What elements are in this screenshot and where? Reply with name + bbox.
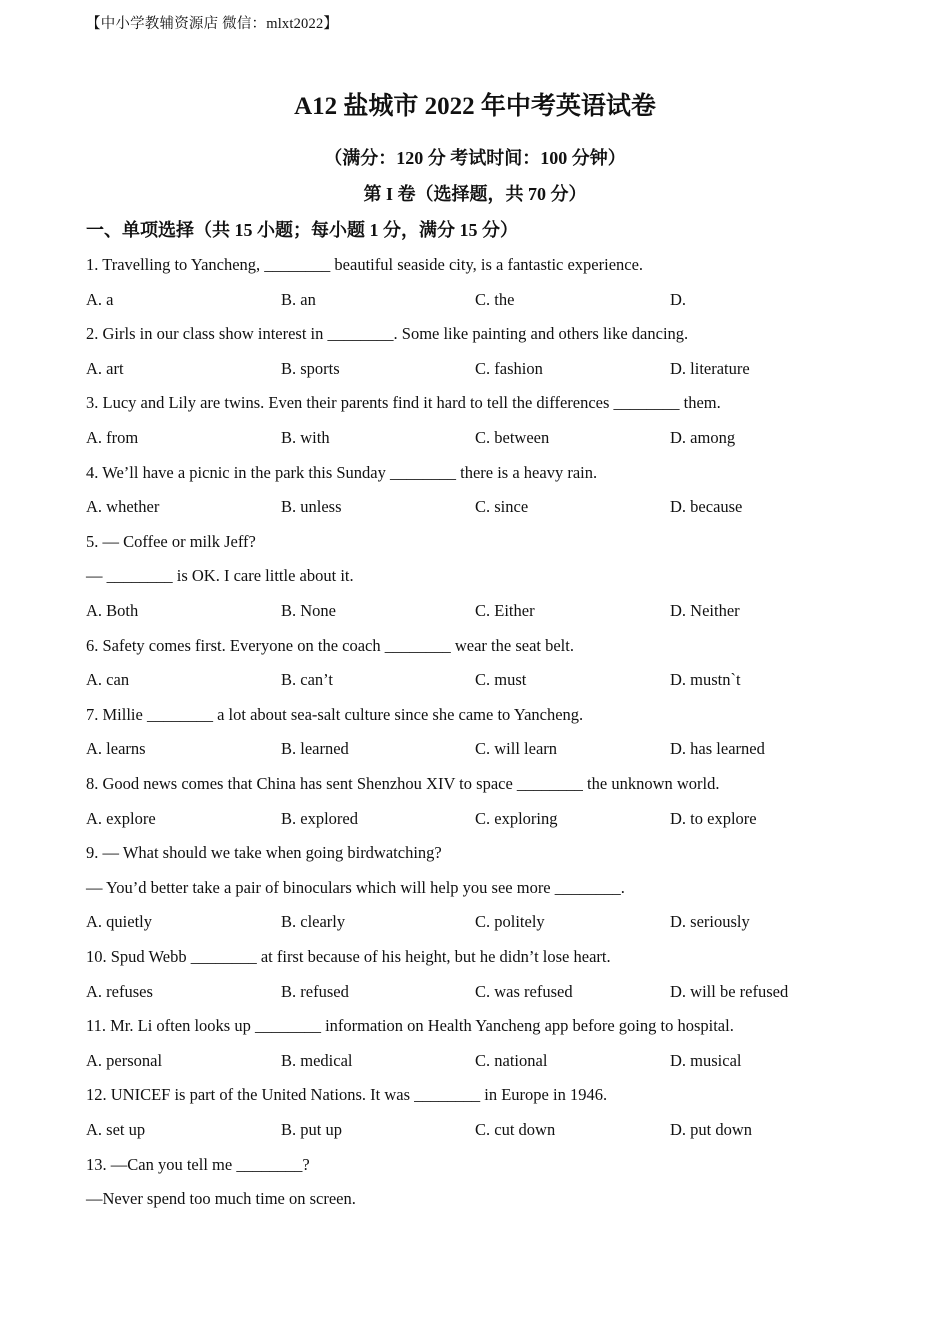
answer-option: A. a <box>86 289 114 309</box>
header-note: 【中小学教辅资源店 微信：mlxt2022】 <box>86 16 339 32</box>
answer-option: C. national <box>475 1050 548 1070</box>
answer-option: D. literature <box>670 358 750 378</box>
question-stem: 12. UNICEF is part of the United Nations. It was ________ in Europe in 1946. <box>86 1085 608 1105</box>
answer-option: A. art <box>86 358 124 378</box>
answer-option: D. seriously <box>670 912 750 932</box>
answer-option: D. Neither <box>670 601 740 620</box>
section-title: 一、单项选择（共 15 小题；每小题 1 分，满分 15 分） <box>86 220 518 240</box>
answer-option: C. the <box>475 289 515 309</box>
answer-option: C. fashion <box>475 358 543 378</box>
answer-option: C. must <box>475 670 527 690</box>
answer-option: C. exploring <box>475 808 558 828</box>
answer-option: D. mustn`t <box>670 670 741 690</box>
part-title: 第 I 卷（选择题，共 70 分） <box>363 184 587 204</box>
answer-option: A. can <box>86 670 130 690</box>
answer-option: A. Both <box>86 601 139 620</box>
answer-option: B. None <box>281 601 336 620</box>
answer-option: A. from <box>86 428 139 447</box>
answer-option: D. put down <box>670 1120 753 1139</box>
question-dialogue-line: — ________ is OK. I care little about it. <box>86 566 354 586</box>
answer-option: A. refuses <box>86 981 153 1001</box>
answer-option: B. unless <box>281 497 342 517</box>
question-stem: 5. — Coffee or milk Jeff? <box>86 531 256 551</box>
answer-option: D. has learned <box>670 739 765 759</box>
answer-option: C. was refused <box>475 981 573 1001</box>
answer-option: B. can’t <box>281 670 333 690</box>
answer-option: B. medical <box>281 1050 353 1070</box>
answer-option: A. personal <box>86 1050 163 1070</box>
page-title: A12 盐城市 2022 年中考英语试卷 <box>294 93 656 120</box>
question-stem: 9. — What should we take when going birdwatching? <box>86 843 442 863</box>
answer-option: A. set up <box>86 1120 146 1139</box>
question-stem: 2. Girls in our class show interest in ________. Some like painting and others like dancing. <box>86 324 689 344</box>
answer-option: C. politely <box>475 912 545 932</box>
answer-option: B. learned <box>281 739 349 759</box>
answer-option: C. between <box>475 428 550 447</box>
answer-option: C. Either <box>475 601 535 620</box>
answer-option: B. explored <box>281 808 358 828</box>
answer-option: A. learns <box>86 739 146 759</box>
answer-option: B. with <box>281 428 330 447</box>
question-stem: 10. Spud Webb ________ at first because of his height, but he didn’t lose heart. <box>86 947 611 966</box>
question-dialogue-line: —Never spend too much time on screen. <box>86 1189 356 1209</box>
answer-option: A. explore <box>86 808 156 828</box>
answer-option: D. among <box>670 428 736 447</box>
answer-option: B. sports <box>281 358 340 378</box>
answer-option: D. to explore <box>670 808 757 828</box>
exam-info: （满分：120 分 考试时间：100 分钟） <box>324 148 626 168</box>
question-stem: 4. We’ll have a picnic in the park this Sunday ________ there is a heavy rain. <box>86 462 598 482</box>
question-stem: 1. Travelling to Yancheng, ________ beautiful seaside city, is a fantastic experience. <box>86 255 644 274</box>
question-dialogue-line: — You’d better take a pair of binoculars which will help you see more ________. <box>86 877 625 897</box>
question-stem: 11. Mr. Li often looks up ________ information on Health Yancheng app before going to hospital. <box>86 1016 734 1036</box>
answer-option: C. cut down <box>475 1120 556 1139</box>
answer-option: D. musical <box>670 1050 742 1070</box>
question-stem: 3. Lucy and Lily are twins. Even their parents find it hard to tell the differences ________ them. <box>86 393 721 413</box>
question-stem: 7. Millie ________ a lot about sea-salt culture since she came to Yancheng. <box>86 704 584 724</box>
answer-option: B. clearly <box>281 912 346 932</box>
answer-option: D. because <box>670 497 743 517</box>
answer-option: B. an <box>281 289 316 309</box>
question-stem: 13. —Can you tell me ________? <box>86 1154 310 1174</box>
answer-option: B. put up <box>281 1120 342 1139</box>
answer-option: B. refused <box>281 981 349 1001</box>
answer-option: D. will be refused <box>670 981 789 1001</box>
answer-option: A. quietly <box>86 912 152 932</box>
answer-option: D. <box>670 289 687 309</box>
answer-option: C. since <box>475 497 529 517</box>
question-stem: 6. Safety comes first. Everyone on the coach ________ wear the seat belt. <box>86 635 574 655</box>
answer-option: A. whether <box>86 497 160 517</box>
answer-option: C. will learn <box>475 739 558 759</box>
question-stem: 8. Good news comes that China has sent Shenzhou XIV to space ________ the unknown world. <box>86 774 720 793</box>
